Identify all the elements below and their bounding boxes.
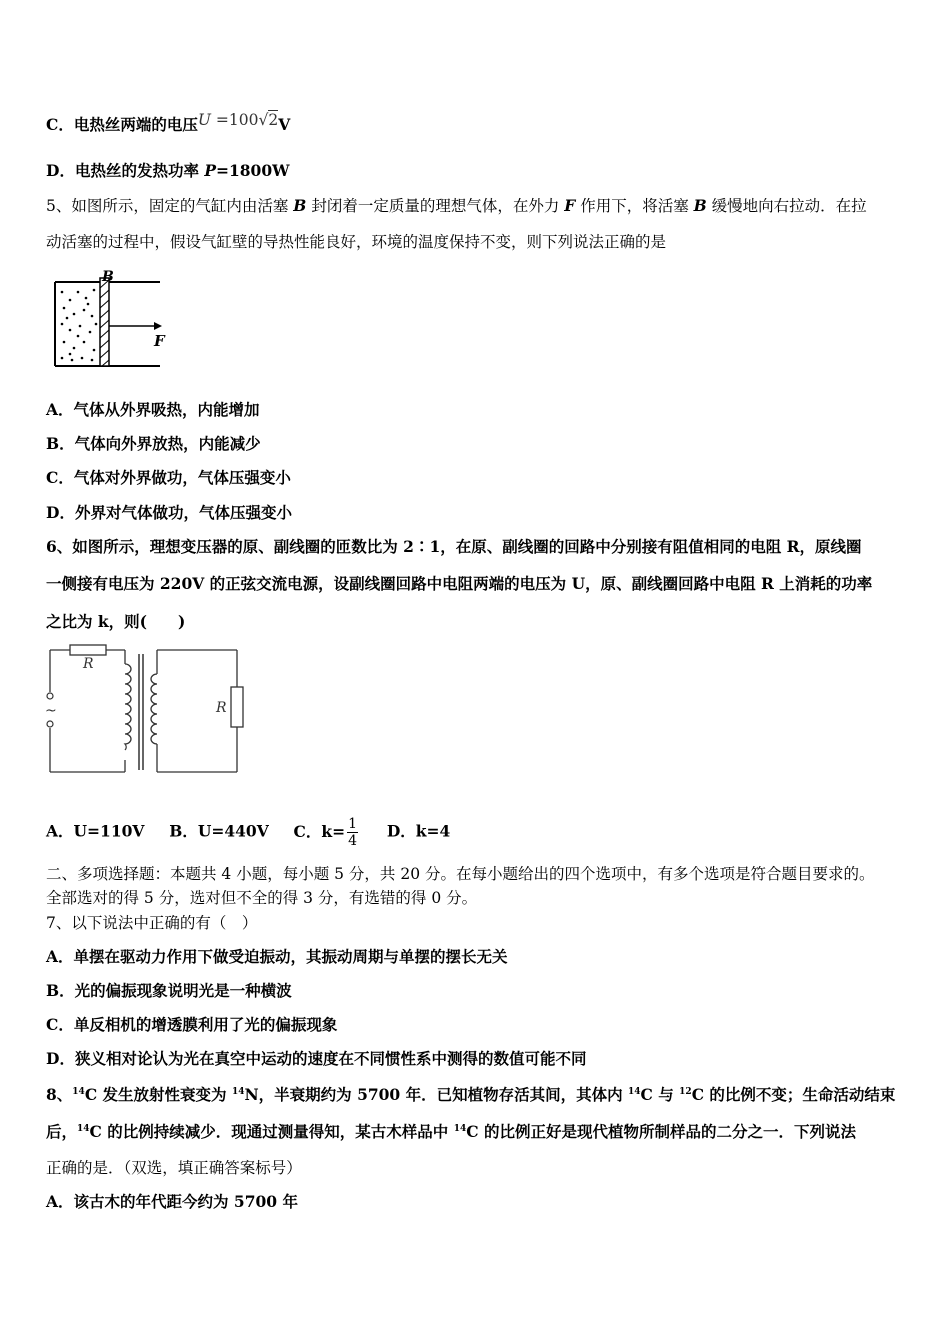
q6-option-b: B．U=440V xyxy=(169,821,269,841)
q8-stem-line2: 后，$^{14}$C 的比例持续减少．现通过测量得知，某古木样品中 $^{14}$C 的比例正好是现代植物所制样品的二分之一．下列说法 xyxy=(46,1122,856,1141)
q8-stem-line3: 正确的是．（双选，填正确答案标号） xyxy=(46,1159,302,1177)
q6-option-d: D．k=4 xyxy=(386,821,451,841)
secondary-resistor xyxy=(231,687,243,727)
piston-label: B xyxy=(102,270,114,285)
q7-option-c: C．单反相机的增透膜利用了光的偏振现象 xyxy=(46,1015,338,1034)
q7-stem: 7、以下说法中正确的有（ ） xyxy=(46,914,258,932)
q5-option-a: A．气体从外界吸热，内能增加 xyxy=(46,400,260,419)
q6-stem-line3: 之比为 k，则( ) xyxy=(46,612,186,631)
q5-stem-line1: 5、如图所示，固定的气缸内由活塞 B 封闭着一定质量的理想气体，在外力 F 作用下，将活塞 B 缓慢地向右拉动．在拉 xyxy=(46,196,867,215)
primary-resistor xyxy=(70,645,106,655)
secondary-coil xyxy=(151,674,157,744)
q6-stem-line1: 6、如图所示，理想变压器的原、副线圈的匝数比为 2∶1，在原、副线圈的回路中分别接有阻值相同的电阻 R，原线圈 xyxy=(46,537,862,556)
q5-option-c: C．气体对外界做功，气体压强变小 xyxy=(46,468,291,487)
arrow-right-icon xyxy=(154,322,162,330)
q8-option-a: A．该古木的年代距今约为 5700 年 xyxy=(46,1192,298,1211)
q4-option-d: D．电热丝的发热功率 P=1800W xyxy=(46,161,290,180)
q4-option-c: C．电热丝两端的电压U =100√2V xyxy=(46,111,291,134)
q6-option-a: A．U=110V xyxy=(46,821,145,841)
voltage-formula: U =100√2 xyxy=(197,111,279,129)
q5-option-b: B．气体向外界放热，内能减少 xyxy=(46,434,261,453)
q7-option-d: D．狭义相对论认为光在真空中运动的速度在不同惯性系中测得的数值可能不同 xyxy=(46,1049,587,1068)
transformer-circuit-figure xyxy=(45,642,250,777)
gas-dots xyxy=(61,289,98,362)
fraction-one-quarter: $\frac{1}{4}$ xyxy=(348,816,358,849)
primary-coil xyxy=(125,664,131,750)
q5-option-d: D．外界对气体做功，气体压强变小 xyxy=(46,503,292,522)
r2-label: R xyxy=(216,700,227,716)
q6-options xyxy=(46,816,450,849)
source-terminal-top xyxy=(47,693,53,699)
ac-source-icon: ~ xyxy=(45,703,57,719)
q7-option-b: B．光的偏振现象说明光是一种横波 xyxy=(46,981,292,1000)
q8-stem-line1: 8、$^{14}$C 发生放射性衰变为 $^{14}$N，半衰期约为 5700 年．已知植物存活其间，其体内 $^{14}$C 与 $^{12}$C 的比例不变；生命活动结束 xyxy=(46,1085,896,1104)
r1-label: R xyxy=(83,656,94,672)
q7-option-a: A．单摆在驱动力作用下做受迫振动，其振动周期与单摆的摆长无关 xyxy=(46,947,508,966)
q6-option-c: C．k= $\frac{1}{4}$ xyxy=(293,816,358,849)
source-terminal-bottom xyxy=(47,721,53,727)
section2-instructions-line2: 全部选对的得 5 分，选对但不全的得 3 分，有选错的得 0 分。 xyxy=(46,889,478,907)
cylinder-piston-figure xyxy=(50,270,180,370)
q5-stem-line2: 动活塞的过程中，假设气缸壁的导热性能良好，环境的温度保持不变，则下列说法正确的是 xyxy=(46,233,667,251)
section2-instructions-line1: 二、多项选择题：本题共 4 小题，每小题 5 分，共 20 分。在每小题给出的四个选项中，有多个选项是符合题目要求的。 xyxy=(46,865,875,883)
force-label: F xyxy=(154,332,165,350)
q6-stem-line2: 一侧接有电压为 220V 的正弦交流电源，设副线圈回路中电阻两端的电压为 U，原、副线圈回路中电阻 R 上消耗的功率 xyxy=(46,574,873,593)
